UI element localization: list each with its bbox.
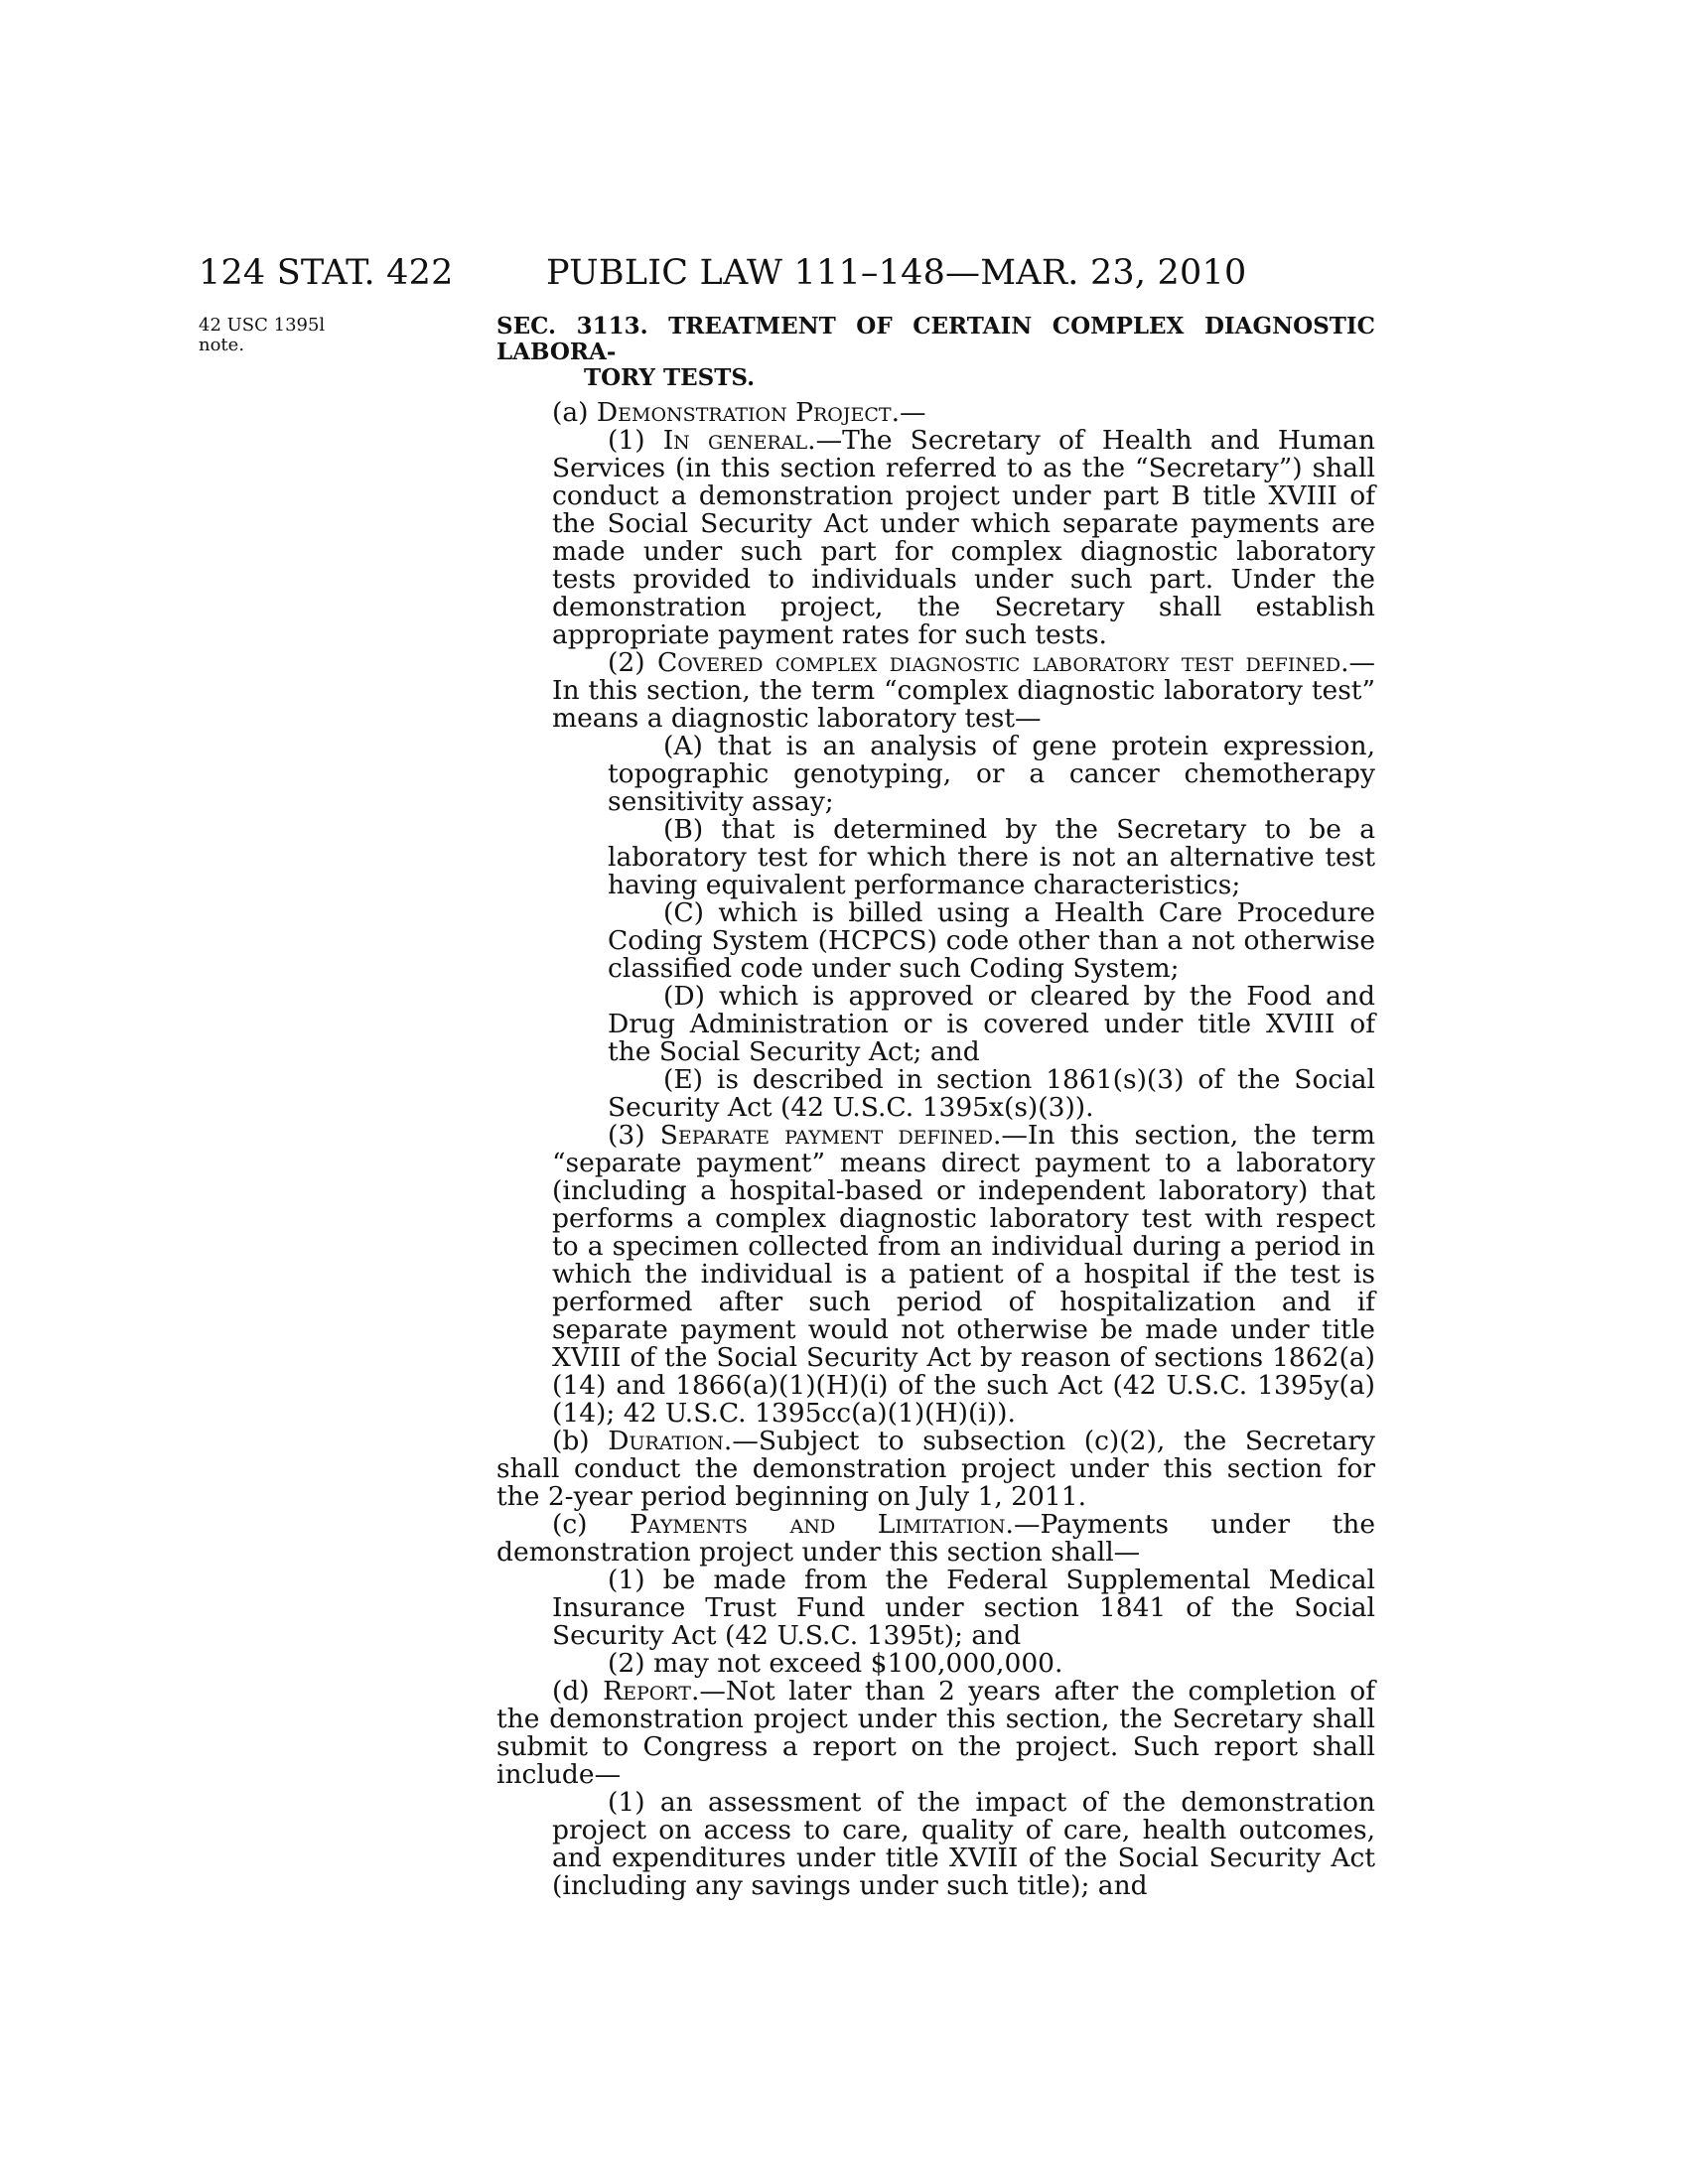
paragraph-a3 (496, 1122, 1375, 1428)
paragraph-a1-title: In general (662, 425, 808, 456)
paragraph-a1 (496, 427, 1375, 649)
clause-a2-E: (E) is described in section 1861(s)(3) of the Social Security Act (42 U.S.C. 1395x(s)(3)). (608, 1064, 1375, 1123)
running-head (0, 248, 1688, 298)
paragraph-a3-label: (3) (608, 1120, 660, 1151)
margin-note-suffix: note. (199, 335, 245, 355)
section-heading (496, 314, 1375, 391)
clause-a2-D: (D) which is approved or cleared by the Food and Drug Administration or is covered under title XVIII of the Social Security Act; and (608, 981, 1375, 1067)
subsection-b (496, 1428, 1375, 1511)
paragraph-a3-title: Separate payment defined (659, 1120, 993, 1151)
clause-a2-C: (C) which is billed using a Health Care Procedure Coding System (HCPCS) code other than a not otherwise classified code under such Coding System; (608, 897, 1375, 984)
clause-a2-A: (A) that is an analysis of gene protein expression, topographic genotyping, or a cancer chemotherapy sensitivity assay; (608, 731, 1375, 817)
subsection-b-label: (b) (552, 1426, 609, 1456)
subsection-a-dash: .— (891, 397, 926, 428)
subsection-b-text: .—Subject to subsection (c)(2), the Secretary shall conduct the demonstration project under this section for the 2-year period beginning on July 1, 2011. (496, 1426, 1375, 1512)
margin-note-citation: 42 USC 1395l (199, 315, 326, 336)
subsection-d-title: Report (603, 1676, 691, 1706)
paragraph-a2-title: Covered complex diagnostic laboratory test defined (656, 647, 1341, 678)
subsection-a-title: Demonstration Project (596, 397, 892, 428)
subsection-c-title: Payments and Limitation (630, 1509, 1006, 1540)
paragraph-c1: (1) be made from the Federal Supplemental Medical Insurance Trust Fund under section 1841 of the Social Security Act (42 U.S.C. 1395t); and (552, 1565, 1375, 1651)
subsection-d (496, 1678, 1375, 1789)
subsection-c (496, 1511, 1375, 1567)
subsection-a-label: (a) (552, 397, 597, 428)
subsection-d-text: .—Not later than 2 years after the completion of the demonstration project under this section, the Secretary shall submit to Congress a report on the project. Such report shall include— (496, 1676, 1375, 1790)
paragraph-a1-label: (1) (608, 425, 663, 456)
subsection-c-text: .—Payments under the demonstration project under this section shall— (496, 1509, 1375, 1568)
paragraph-a2-text: .—In this section, the term “complex diagnostic laboratory test” means a diagnostic laboratory test— (552, 647, 1375, 734)
margin-note (199, 315, 326, 355)
subsection-c-label: (c) (552, 1509, 631, 1540)
subsection-b-title: Duration (608, 1426, 724, 1456)
clause-a2-B: (B) that is determined by the Secretary to be a laboratory test for which there is not an alternative test having equivalent performance characteristics; (608, 814, 1375, 900)
paragraph-c2: (2) may not exceed $100,000,000. (608, 1648, 1063, 1679)
paragraph-a2 (496, 649, 1375, 733)
subsection-a-heading (496, 399, 1375, 427)
section-heading-line2: TORY TESTS. (584, 364, 756, 391)
subsection-d-label: (d) (552, 1676, 604, 1706)
paragraph-a3-text: .—In this section, the term “separate payment” means direct payment to a laboratory (including a hospital-based or independent laboratory) that performs a complex diagnostic laboratory test with respect to a specimen collected from an individual during a period in which the individual is a patient of a hospital if the test is performed after such period of hospitalization and if separate payment would not otherwise be made under title XVIII of the Social Security Act by reason of sections 1862(a)(14) and 1866(a)(1)(H)(i) of the such Act (42 U.S.C. 1395y(a)(14); 42 U.S.C. 1395cc(a)(1)(H)(i)). (552, 1120, 1375, 1429)
statute-page-number: 124 STAT. 422 (199, 253, 454, 293)
paragraph-a2-label: (2) (608, 647, 657, 678)
section-heading-line1: SEC. 3113. TREATMENT OF CERTAIN COMPLEX DIAGNOSTIC LABORA- (496, 313, 1375, 365)
paragraph-a1-text: .—The Secretary of Health and Human Services (in this section referred to as the “Secretary”) shall conduct a demonstration project under part B title XVIII of the Social Security Act under which separate payments are made under such part for complex diagnostic laboratory tests provided to individuals under such part. Under the demonstration project, the Secretary shall establish appropriate payment rates for such tests. (552, 425, 1375, 650)
paragraph-d1: (1) an assessment of the impact of the demonstration project on access to care, quality of care, health outcomes, and expenditures under title XVIII of the Social Security Act (including any savings under such title); and (552, 1787, 1375, 1901)
statute-body (496, 314, 1375, 1900)
public-law-title: PUBLIC LAW 111–148—MAR. 23, 2010 (546, 253, 1247, 293)
